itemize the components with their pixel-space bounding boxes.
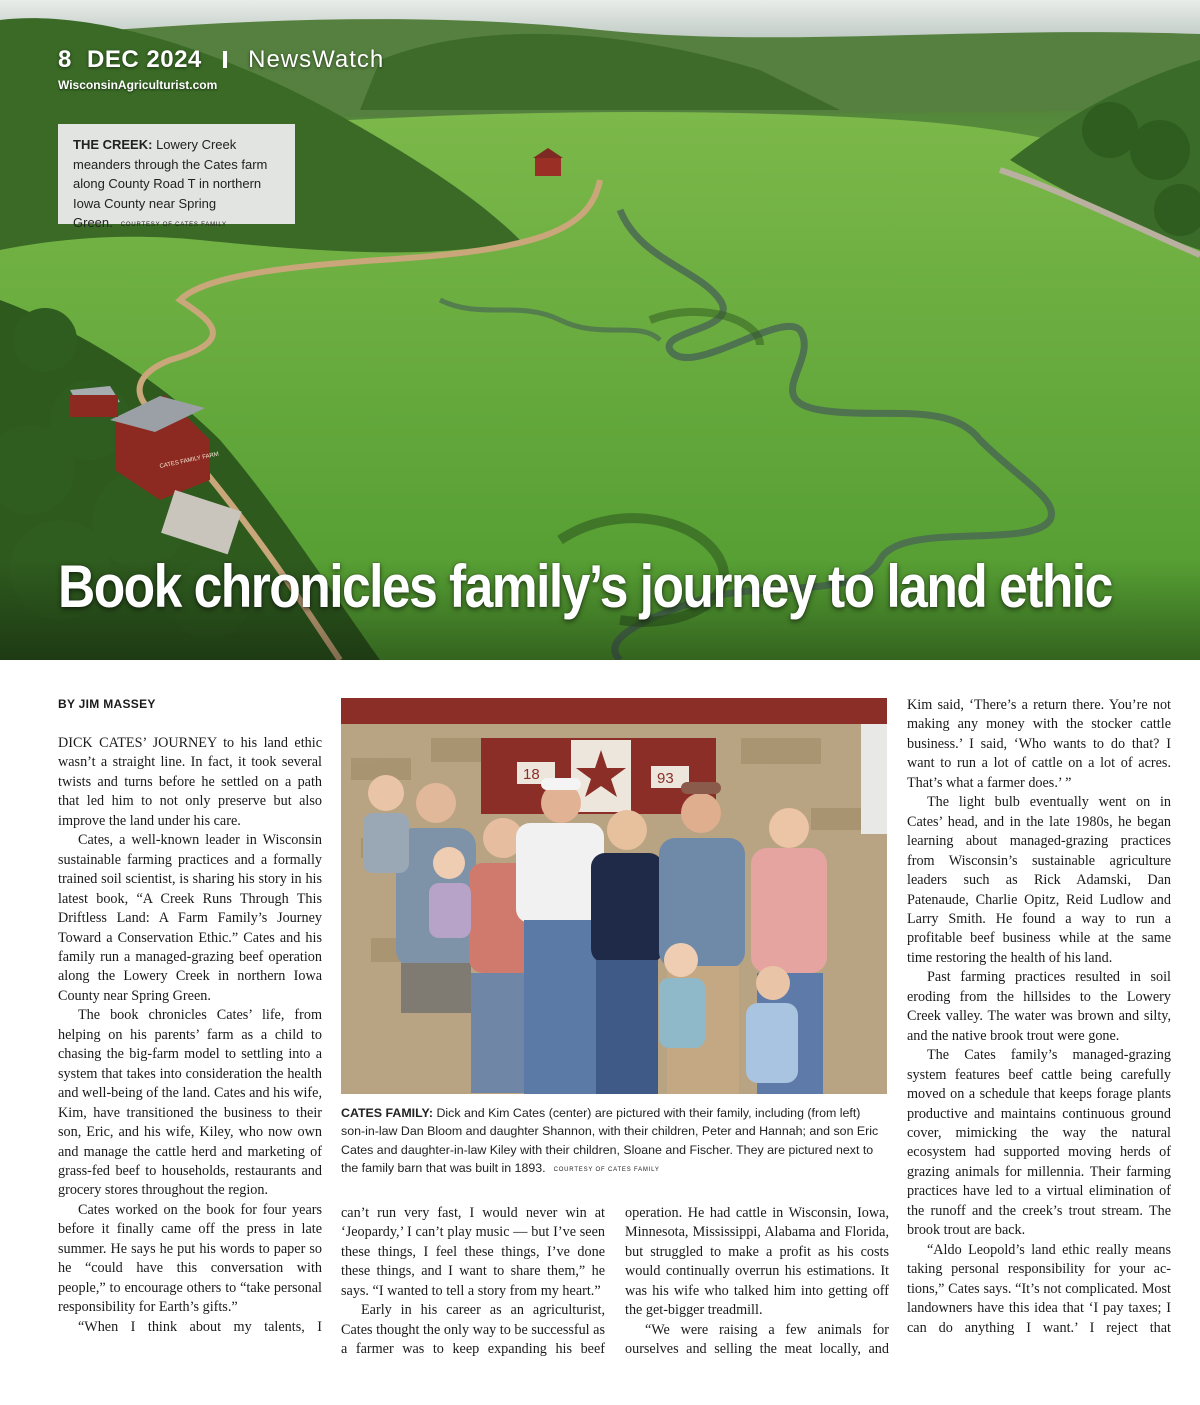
byline: BY JIM MASSEY <box>58 697 156 711</box>
article-column-1 <box>58 734 322 1337</box>
masthead <box>58 46 384 92</box>
masthead-divider <box>223 51 227 68</box>
paragraph: “Aldo Leopold’s land ethic really means taking personal responsibility for your actions,” Cates says. “It’s not complicated. Most landowners have this idea that ‘I pay taxes; I can do anything I want.’ I reject that <box>907 1241 1171 1336</box>
barn-sign: CATES FAMILY FARM <box>159 451 220 470</box>
paragraph: “We were raising a few animals for ourselves and selling the meat locally, and <box>625 1321 889 1358</box>
paragraph: Early in his career as an agriculturist, Cates thought the only way to be successful as a farmer was to keep expanding his beef <box>341 1302 605 1358</box>
family-at-barn-image <box>341 698 887 1094</box>
barn-year-left: 18 <box>523 766 540 783</box>
headline: Book chronicles family’s journey to land ethic <box>58 553 1112 620</box>
caption-text: Dick and Kim Cates (center) are pictured with their family, including (from left) son-in-law Dan Bloom and daughter Shannon, with their children, Peter and Hannah; and son Eric Cates and daughter-in-law Kiley with their children, Sloane and Fischer. They are pictured next to the family barn that was built in 1893. <box>341 1106 879 1175</box>
paragraph: Cates, a well-known leader in Wisconsin sustainable farming practices and a formally trained soil scientist, is sharing his story in his latest book, “A Creek Runs Through This Driftless Land: A Farm Family’s Journey Toward a Conservation Ethic.” Cates and his family run a managed-grazing beef operation along the Lowery Creek in northern Iowa County near Spring Green. <box>58 832 322 1004</box>
article-column-3 <box>625 1204 889 1360</box>
barn-year-right: 93 <box>657 770 674 787</box>
website-link[interactable]: WisconsinAgriculturist.com <box>58 78 218 92</box>
caption-text: Lowery Creek meanders through the Cates farm along County Road T in northern Iowa County near Spring Green. <box>73 137 268 230</box>
family-photo-caption <box>341 1104 887 1179</box>
paragraph: The light bulb eventually went on in Cates’ head, and in the late 1980s, he began learning about managed-grazing practices from Wisconsin’s sustainable agriculture leaders such as Rick Adamski, Dan Patenaude, Charlie Opitz, Reid Ludlow and Larry Smith. He found a way to run a profitable beef business while at the same time restoring the health of his land. <box>907 794 1171 966</box>
family-photo <box>341 698 887 1094</box>
article-column-2 <box>341 1204 605 1360</box>
photo-credit: COURTESY OF CATES FAMILY <box>553 1166 660 1173</box>
paragraph: “When I think about my talents, I <box>78 1318 322 1335</box>
article-column-4 <box>907 696 1171 1338</box>
page-number: 8 <box>58 46 72 73</box>
paragraph: DICK CATES’ JOURNEY to his land ethic wasn’t a straight line. In fact, it took several twists and turns before he settled on a path that led him to not only preserve but also improve the land under his care. <box>58 735 322 829</box>
paragraph: The Cates family’s managed-grazing system features beef cattle being carefully moved on a schedule that keeps forage plants productive and maintains continuous ground cover, mimicking the way the natural ecosystem had supported moving herds of grazing animals for millennia. Their farming practices have led to a virtual elimination of the runoff and the creek’s trout stream. The brook trout are back. <box>907 1047 1171 1239</box>
paragraph: operation. He had cattle in Wisconsin, Iowa, Minnesota, Mississippi, Alabama and Florida, but struggled to make a profit as his costs would continually overrun his estimations. It was his wife who talked him into getting off the get-bigger treadmill. <box>625 1205 889 1319</box>
hero-photo <box>0 0 1200 660</box>
paragraph: Past farming practices resulted in soil eroding from the hillsides to the Lowery Creek valley. The water was brown and silty, and the native brook trout were gone. <box>907 969 1171 1044</box>
masthead-line <box>58 46 384 74</box>
section-name: NewsWatch <box>248 46 385 73</box>
caption-lead: CATES FAMILY: <box>341 1106 434 1120</box>
paragraph: can’t run very fast, I would never win at ‘Jeopardy,’ I can’t play music — but I’ve seen these things, I feel these things, I’ve done these things, and I want to share them,” he says. “I wanted to tell a story from my heart.” <box>341 1205 605 1299</box>
caption-lead: THE CREEK: <box>73 137 153 152</box>
paragraph: Kim said, ‘There’s a return there. You’re not making any money with the stocker cattle business.’ I said, ‘Who wants to do that? I want to run a lot of cattle on a lot of acres. That’s what a farmer does.’ ” <box>907 697 1171 791</box>
issue-date: DEC 2024 <box>87 46 202 73</box>
creek-photo-caption <box>58 124 295 230</box>
photo-credit: COURTESY OF CATES FAMILY <box>120 222 227 228</box>
paragraph: Cates worked on the book for four years before it finally came off the press in late summer. He says he put his words to paper so he “could have this conversation with people,” to encourage others to “take personal responsibility for Earth’s gifts.” <box>58 1201 322 1316</box>
paragraph: The book chronicles Cates’ life, from helping on his parents’ farm as a child to chasing the big-farm model to settling into a system that takes into consideration the health and well-being of the land. Cates and his wife, Kim, have transitioned the business to their son, Eric, and his wife, Kiley, who now own and manage the cattle herd and marketing of grass-fed beef to households, restaurants and grocery stores throughout the region. <box>58 1007 322 1199</box>
